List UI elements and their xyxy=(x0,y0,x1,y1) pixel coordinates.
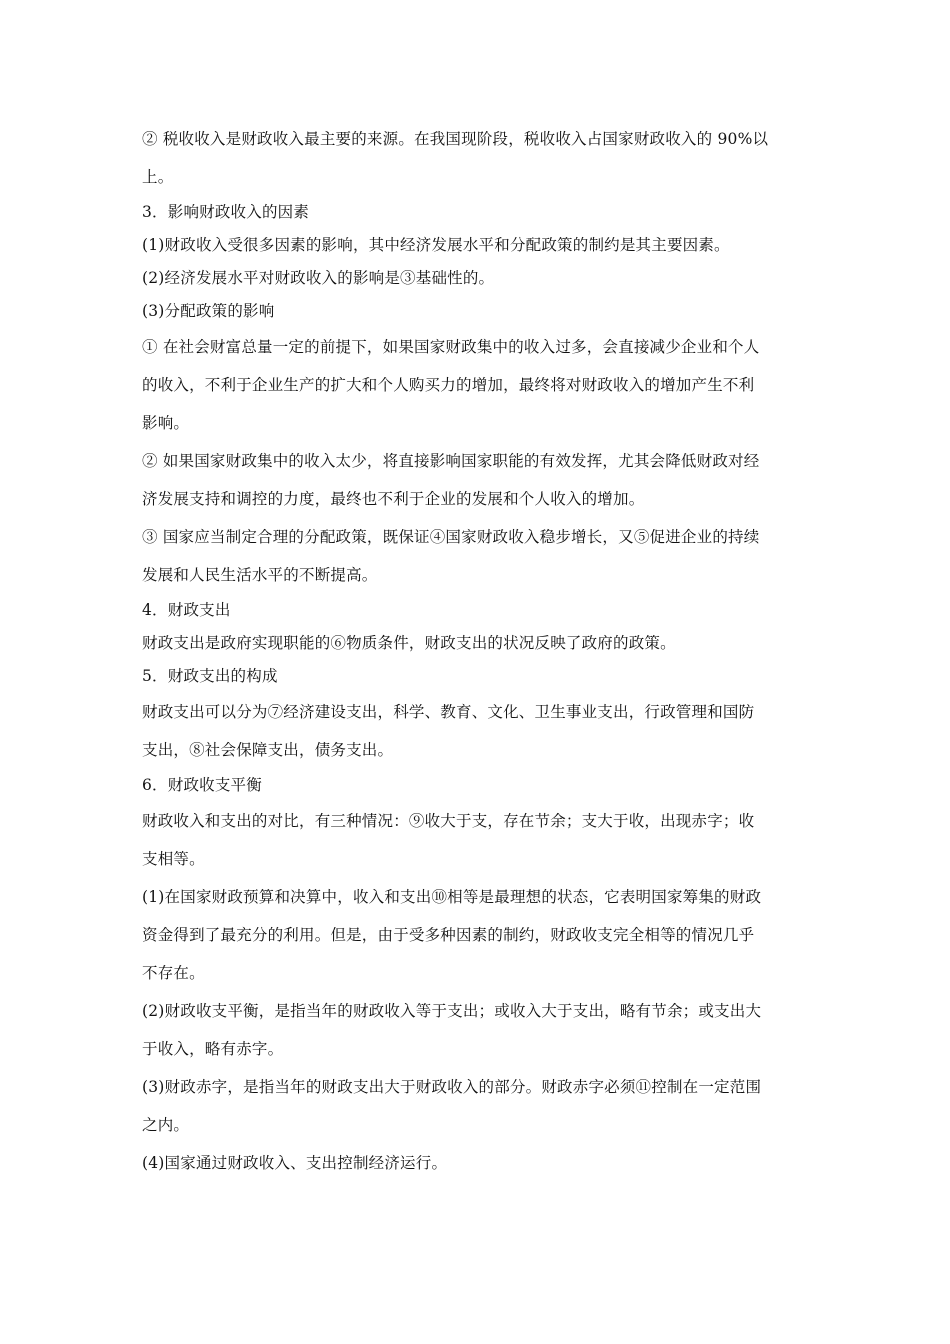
text-line: 发展和人民生活水平的不断提高。 xyxy=(142,566,378,584)
text-line: 财政支出是政府实现职能的⑥物质条件，财政支出的状况反映了政府的政策。 xyxy=(142,634,676,652)
text-line: ② 税收收入是财政收入最主要的来源。在我国现阶段，税收收入占国家财政收入的 90%以 xyxy=(142,130,769,148)
text-line: (3)分配政策的影响 xyxy=(142,302,275,320)
text-line: 支相等。 xyxy=(142,850,205,868)
text-line: ② 如果国家财政集中的收入太少，将直接影响国家职能的有效发挥，尤其会降低财政对经 xyxy=(142,452,760,470)
text-line: 于收入，略有赤字。 xyxy=(142,1040,284,1058)
section-heading: 6．财政收支平衡 xyxy=(142,776,262,794)
text-line: 不存在。 xyxy=(142,964,205,982)
section-heading: 4．财政支出 xyxy=(142,601,231,619)
text-line: 的收入，不利于企业生产的扩大和个人购买力的增加，最终将对财政收入的增加产生不利 xyxy=(142,376,755,394)
text-line: (2)经济发展水平对财政收入的影响是③基础性的。 xyxy=(142,269,495,287)
text-line: 财政支出可以分为⑦经济建设支出，科学、教育、文化、卫生事业支出，行政管理和国防 xyxy=(142,703,755,721)
text-line: (3)财政赤字，是指当年的财政支出大于财政收入的部分。财政赤字必须⑪控制在一定范围 xyxy=(142,1078,762,1096)
text-line: 上。 xyxy=(142,168,174,186)
section-heading: 3．影响财政收入的因素 xyxy=(142,203,310,221)
text-line: 济发展支持和调控的力度，最终也不利于企业的发展和个人收入的增加。 xyxy=(142,490,645,508)
text-line: (4)国家通过财政收入、支出控制经济运行。 xyxy=(142,1154,448,1172)
text-line: 支出，⑧社会保障支出，债务支出。 xyxy=(142,741,394,759)
text-line: ③ 国家应当制定合理的分配政策，既保证④国家财政收入稳步增长，又⑤促进企业的持续 xyxy=(142,528,760,546)
text-line: 之内。 xyxy=(142,1116,190,1134)
text-line: 影响。 xyxy=(142,414,190,432)
text-line: (1)财政收入受很多因素的影响，其中经济发展水平和分配政策的制约是其主要因素。 xyxy=(142,236,730,254)
text-line: (1)在国家财政预算和决算中，收入和支出⑩相等是最理想的状态，它表明国家筹集的财政 xyxy=(142,888,762,906)
text-line: 财政收入和支出的对比，有三种情况：⑨收大于支，存在节余；支大于收，出现赤字；收 xyxy=(142,812,755,830)
text-line: ① 在社会财富总量一定的前提下，如果国家财政集中的收入过多，会直接减少企业和个人 xyxy=(142,338,760,356)
text-line: 资金得到了最充分的利用。但是，由于受多种因素的制约，财政收支完全相等的情况几乎 xyxy=(142,926,755,944)
section-heading: 5．财政支出的构成 xyxy=(142,667,278,685)
text-line: (2)财政收支平衡，是指当年的财政收入等于支出；或收入大于支出，略有节余；或支出大 xyxy=(142,1002,762,1020)
document-page xyxy=(142,120,808,1182)
